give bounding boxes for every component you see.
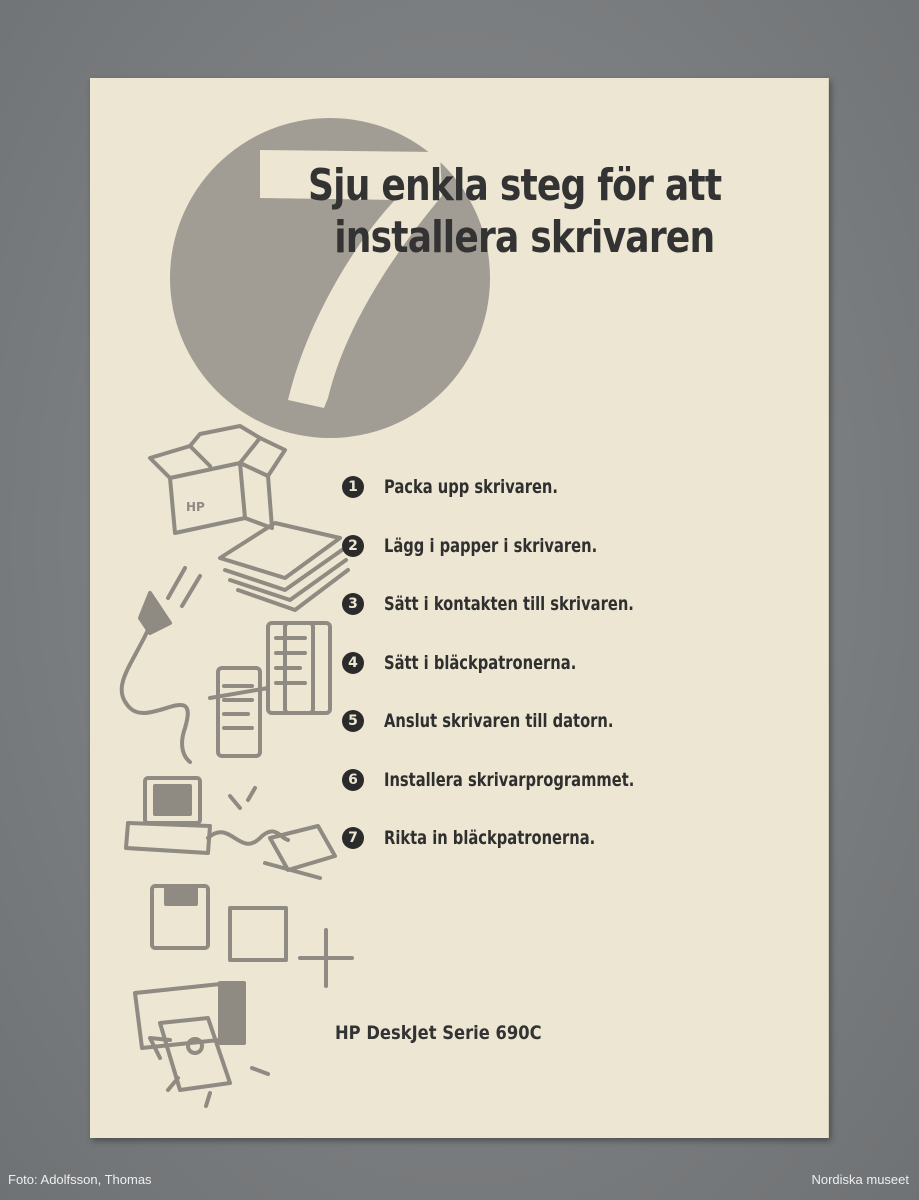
box-hp-logo: HP	[186, 500, 205, 514]
step-text: Packa upp skrivaren.	[384, 476, 558, 499]
power-plug-sketch	[122, 568, 200, 762]
booklet-title	[308, 160, 722, 264]
step-item	[342, 692, 675, 751]
step-text: Installera skrivarprogrammet.	[384, 768, 635, 791]
step-number: 6	[342, 769, 364, 791]
step-number: 2	[342, 535, 364, 557]
paper-stack-sketch	[220, 523, 348, 610]
step-item	[342, 575, 675, 634]
title-line-1: Sju enkla steg för att	[308, 160, 722, 211]
step-number: 4	[342, 652, 364, 674]
title-line-2: installera skrivaren	[334, 211, 715, 263]
step-item	[342, 458, 675, 517]
manual-booklet	[90, 78, 829, 1138]
box-sketch	[150, 426, 285, 533]
ink-cartridge-sketch	[210, 623, 330, 756]
step-text: Anslut skrivaren till datorn.	[384, 710, 614, 733]
step-text: Rikta in bläckpatronerna.	[384, 827, 596, 850]
photo-credit: Foto: Adolfsson, Thomas	[8, 1172, 152, 1187]
step-text: Lägg i papper i skrivaren.	[384, 534, 598, 557]
step-text: Sätt i bläckpatronerna.	[384, 651, 577, 674]
step-item	[342, 751, 675, 810]
computer-sketch	[126, 778, 335, 878]
step-number: 5	[342, 710, 364, 732]
step-item	[342, 634, 675, 693]
step-number: 1	[342, 476, 364, 498]
printer-sketch	[135, 983, 268, 1106]
steps-list	[342, 458, 675, 868]
step-text: Sätt i kontakten till skrivaren.	[384, 593, 634, 616]
step-number: 3	[342, 593, 364, 615]
disk-and-symbols-sketch	[152, 886, 352, 986]
step-number: 7	[342, 827, 364, 849]
step-item	[342, 517, 675, 576]
step-item	[342, 809, 675, 868]
product-name: HP DeskJet Serie 690C	[335, 1022, 542, 1044]
institution-credit: Nordiska museet	[811, 1172, 909, 1187]
